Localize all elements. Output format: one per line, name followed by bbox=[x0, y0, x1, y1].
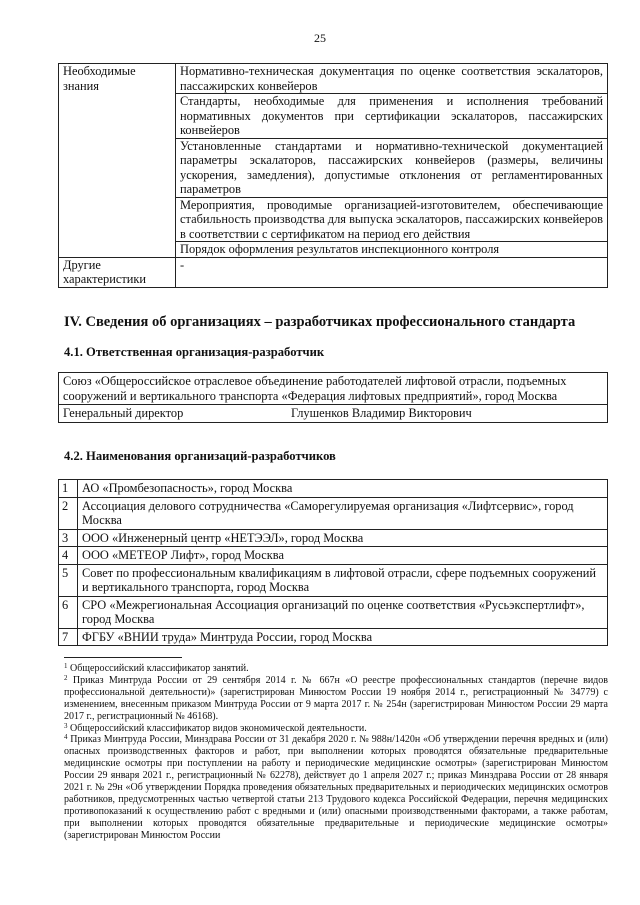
section-heading: IV. Сведения об организациях – разработчиках профессионального стандарта bbox=[64, 314, 576, 330]
director-name: Глушенков Владимир Викторович bbox=[291, 406, 472, 420]
footnote-text: Общероссийский классификатор занятий. bbox=[70, 663, 249, 674]
other-characteristics-value: - bbox=[176, 257, 608, 287]
developer-number: 5 bbox=[59, 564, 78, 596]
footnote bbox=[64, 734, 608, 841]
responsible-org-table bbox=[58, 372, 608, 423]
table-row bbox=[59, 373, 608, 405]
knowledge-item: Порядок оформления результатов инспекционного контроля bbox=[176, 242, 608, 258]
footnote bbox=[64, 663, 608, 675]
knowledge-item: Установленные стандартами и нормативно-технической документацией параметры эскалаторов, пассажирских конвейеров (размеры, величины ускорения, замедления), допустимые отклонения от регламентированных параметров bbox=[176, 138, 608, 197]
developers-heading: 4.2. Наименования организаций-разработчиков bbox=[64, 449, 336, 463]
knowledge-item: Мероприятия, проводимые организацией-изготовителем, обеспечивающие стабильность производства для выпуска эскалаторов, пассажирских конвейеров в соответствии с сертификатом на период его действия bbox=[176, 197, 608, 242]
table-row bbox=[59, 547, 608, 565]
footnote-text: Приказ Минтруда России от 29 сентября 2014 г. № 667н «О реестре профессиональных стандартов (перечне видов профессиональной деятельности)» (зарегистрирован Минюстом России 19 ноября 2014 г., регистрационный № 34779) с изменением, внесенным приказом Минтруда России от 9 марта 2017 г. № 254н (зарегистрирован Минюстом России 29 марта 2017 г., регистрационный № 46168). bbox=[64, 674, 608, 722]
footnote-text: Приказ Минтруда России, Минздрава России от 31 декабря 2020 г. № 988н/1420н «Об утверждении перечня вредных и (или) опасных производственных факторов и работ, при выполнении которых проводятся обязательные предварительные медицинские осмотры при поступлении на работу и периодические медицинские осмотры» (зарегистрирован Минюстом России 29 января 2021 г., регистрационный № 62278), действует до 1 апреля 2027 г.; приказ Минздрава России от 28 января 2021 г. № 29н «Об утверждении Порядка проведения обязательных предварительных и периодических медицинских осмотров работников, предусмотренных частью четвертой статьи 213 Трудового кодекса Российской Федерации, перечня медицинских противопоказаний к осуществлению работ с вредными и (или) опасными производственными факторами, а также работам, при выполнении которых проводятся обязательные предварительные и периодические медицинские осмотры» (зарегистрирован Минюстом России bbox=[64, 734, 608, 841]
developer-name: Совет по профессиональным квалификациям в лифтовой отрасли, сфере подъемных сооружений и вертикального транспорта, город Москва bbox=[78, 564, 608, 596]
developer-name: ООО «Инженерный центр «НЕТЭЭЛ», город Москва bbox=[78, 529, 608, 547]
responsible-org-name: Союз «Общероссийское отраслевое объединение работодателей лифтовой отрасли, подъемных сооружений и вертикального транспорта «Федерация лифтовых предприятий», город Москва bbox=[59, 373, 608, 405]
table-row bbox=[59, 257, 608, 287]
developer-name: СРО «Межрегиональная Ассоциация организаций по оценке соответствия «Русьэкспертлифт», город Москва bbox=[78, 596, 608, 628]
knowledge-item: Стандарты, необходимые для применения и исполнения требований нормативных документов при сертификации эскалаторов, пассажирских конвейеров bbox=[176, 94, 608, 139]
developer-name: Ассоциация делового сотрудничества «Саморегулируемая организация «Лифтсервис», город Москва bbox=[78, 497, 608, 529]
table-row bbox=[59, 480, 608, 498]
developer-name: ООО «МЕТЕОР Лифт», город Москва bbox=[78, 547, 608, 565]
director-cell bbox=[59, 405, 608, 423]
director-row bbox=[63, 406, 603, 421]
developer-number: 3 bbox=[59, 529, 78, 547]
table-row bbox=[59, 64, 608, 94]
knowledge-item: Нормативно-техническая документация по оценке соответствия эскалаторов, пассажирских конвейеров bbox=[176, 64, 608, 94]
developers-table bbox=[58, 479, 608, 646]
table-row bbox=[59, 405, 608, 423]
director-title: Генеральный директор bbox=[63, 406, 184, 420]
developer-name: ФГБУ «ВНИИ труда» Минтруда России, город Москва bbox=[78, 628, 608, 646]
table-row bbox=[59, 596, 608, 628]
footnote-mark: 3 bbox=[64, 721, 68, 730]
required-knowledge-label: Необходимые знания bbox=[59, 64, 176, 258]
developer-number: 2 bbox=[59, 497, 78, 529]
responsible-org-heading: 4.1. Ответственная организация-разработчик bbox=[64, 345, 325, 359]
developer-number: 4 bbox=[59, 547, 78, 565]
table-row bbox=[59, 497, 608, 529]
table-row bbox=[59, 564, 608, 596]
footnotes bbox=[64, 663, 608, 842]
developer-number: 7 bbox=[59, 628, 78, 646]
developer-number: 1 bbox=[59, 480, 78, 498]
footnote-mark: 1 bbox=[64, 662, 68, 670]
table-row bbox=[59, 529, 608, 547]
developer-number: 6 bbox=[59, 596, 78, 628]
footnote-mark: 4 bbox=[64, 733, 68, 742]
footnote-mark: 2 bbox=[64, 673, 68, 682]
footnote bbox=[64, 723, 608, 735]
required-knowledge-table bbox=[58, 63, 608, 288]
footnote bbox=[64, 675, 608, 723]
page-number: 25 bbox=[314, 31, 326, 45]
other-characteristics-label: Другие характеристики bbox=[59, 257, 176, 287]
footnote-divider bbox=[64, 657, 182, 658]
table-row bbox=[59, 628, 608, 646]
developer-name: АО «Промбезопасность», город Москва bbox=[78, 480, 608, 498]
footnote-text: Общероссийский классификатор видов экономической деятельности. bbox=[70, 722, 367, 734]
